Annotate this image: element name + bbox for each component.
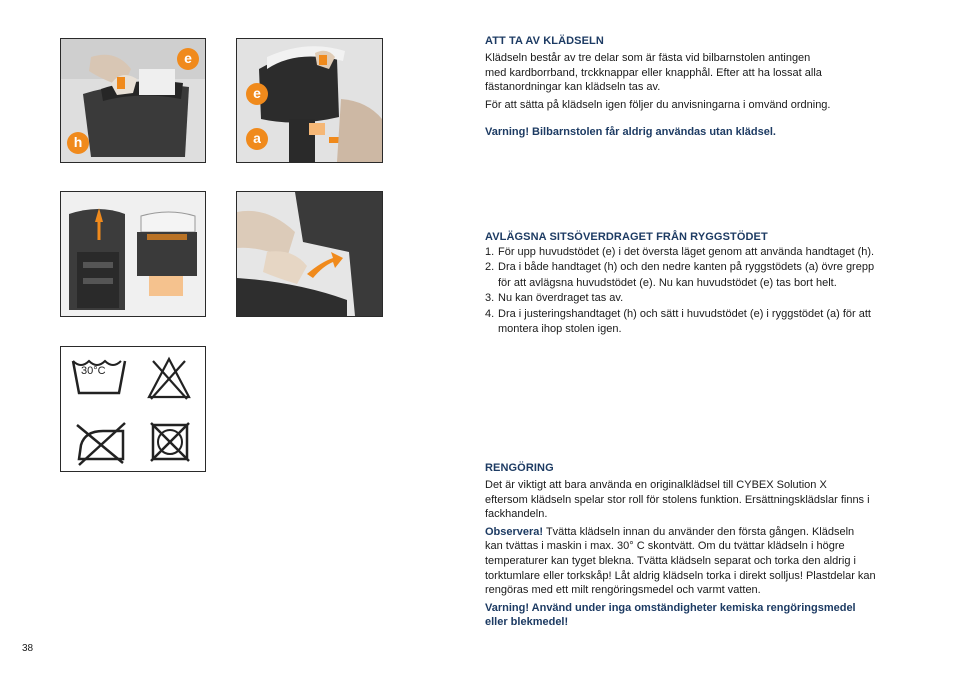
paragraph-line: fackhandeln.	[485, 508, 548, 521]
label-e-badge: e	[246, 83, 268, 105]
steps-list	[485, 245, 921, 337]
section-heading: RENGÖRING	[485, 462, 554, 474]
section-remove-seat-cover	[485, 231, 921, 337]
section-heading: ATT TA AV KLÄDSELN	[485, 35, 604, 47]
label-a-badge: a	[246, 128, 268, 150]
paragraph-line: Observera! Tvätta klädseln innan du använder den första gången. Klädseln	[485, 525, 855, 538]
paragraph-line: torktumlare eller torkskåp! Låt aldrig klädseln torka i direkt solljus! Plastdelar kan	[485, 569, 876, 582]
paragraph-line: Klädseln består av tre delar som är fästa vid bilbarnstolen antingen	[485, 52, 811, 64]
section-cleaning	[485, 462, 921, 630]
figure-cover-removed	[60, 191, 206, 317]
observe-label: Observera!	[485, 525, 544, 538]
warning-text: Varning! Bilbarnstolen får aldrig användas utan klädsel.	[485, 126, 776, 139]
paragraph-line: eftersom klädseln spelar stor roll för stolens funktion. Ersättningsklädslar finns i	[485, 493, 870, 506]
label-e-badge: e	[177, 48, 199, 70]
list-item: 4. Dra i justeringshandtaget (h) och sätt i huvudstödet (e) i ryggstödet (a) för att montera ihop stolen igen.	[485, 307, 871, 336]
wash-temp-label: 30°C	[81, 365, 106, 377]
paragraph-line: temperaturer kan tyget blekna. Tvätta klädseln separat och torka den aldrig i	[485, 554, 856, 567]
list-item: 3. Nu kan överdraget tas av.	[485, 292, 624, 305]
figure-reassemble-headrest	[236, 191, 383, 317]
figure-care-symbols	[60, 346, 206, 472]
paragraph: För att sätta på klädseln igen följer du anvisningarna i omvänd ordning.	[485, 98, 831, 111]
section-remove-cover	[485, 35, 921, 140]
page-number: 38	[22, 643, 34, 654]
figure-pull-headrest	[60, 38, 206, 163]
section-heading: AVLÄGSNA SITSÖVERDRAGET FRÅN RYGGSTÖDET	[485, 231, 768, 243]
paragraph-line: fästanordningar kan klädseln tas av.	[485, 81, 661, 94]
warning-text: eller blekmedel!	[485, 616, 569, 629]
label-h-badge: h	[67, 132, 89, 154]
list-item: 1. För upp huvudstödet (e) i det översta läget genom att använda handtaget (h).	[485, 246, 875, 258]
paragraph-line: med kardborrband, trckknappar eller knapphål. Efter att ha lossat alla	[485, 66, 822, 79]
warning-text: Varning! Använd under inga omständigheter kemiska rengöringsmedel	[485, 601, 856, 614]
paragraph-line: Det är viktigt att bara använda en originalklädsel till CYBEX Solution X	[485, 479, 827, 491]
list-item: 2. Dra i både handtaget (h) och den nedre kanten på ryggstödets (a) övre grepp för att avlägsna huvudstödet (e). Nu kan huvudstödet (e) tas bort helt.	[485, 261, 875, 289]
paragraph-line: rengöras med ett milt rengöringsmedel och varmt vatten.	[485, 584, 761, 597]
paragraph-line: kan tvättas i maskin i max. 30° C skontvätt. Om du tvättar klädseln i högre	[485, 540, 845, 553]
figure-remove-headrest	[236, 38, 383, 163]
